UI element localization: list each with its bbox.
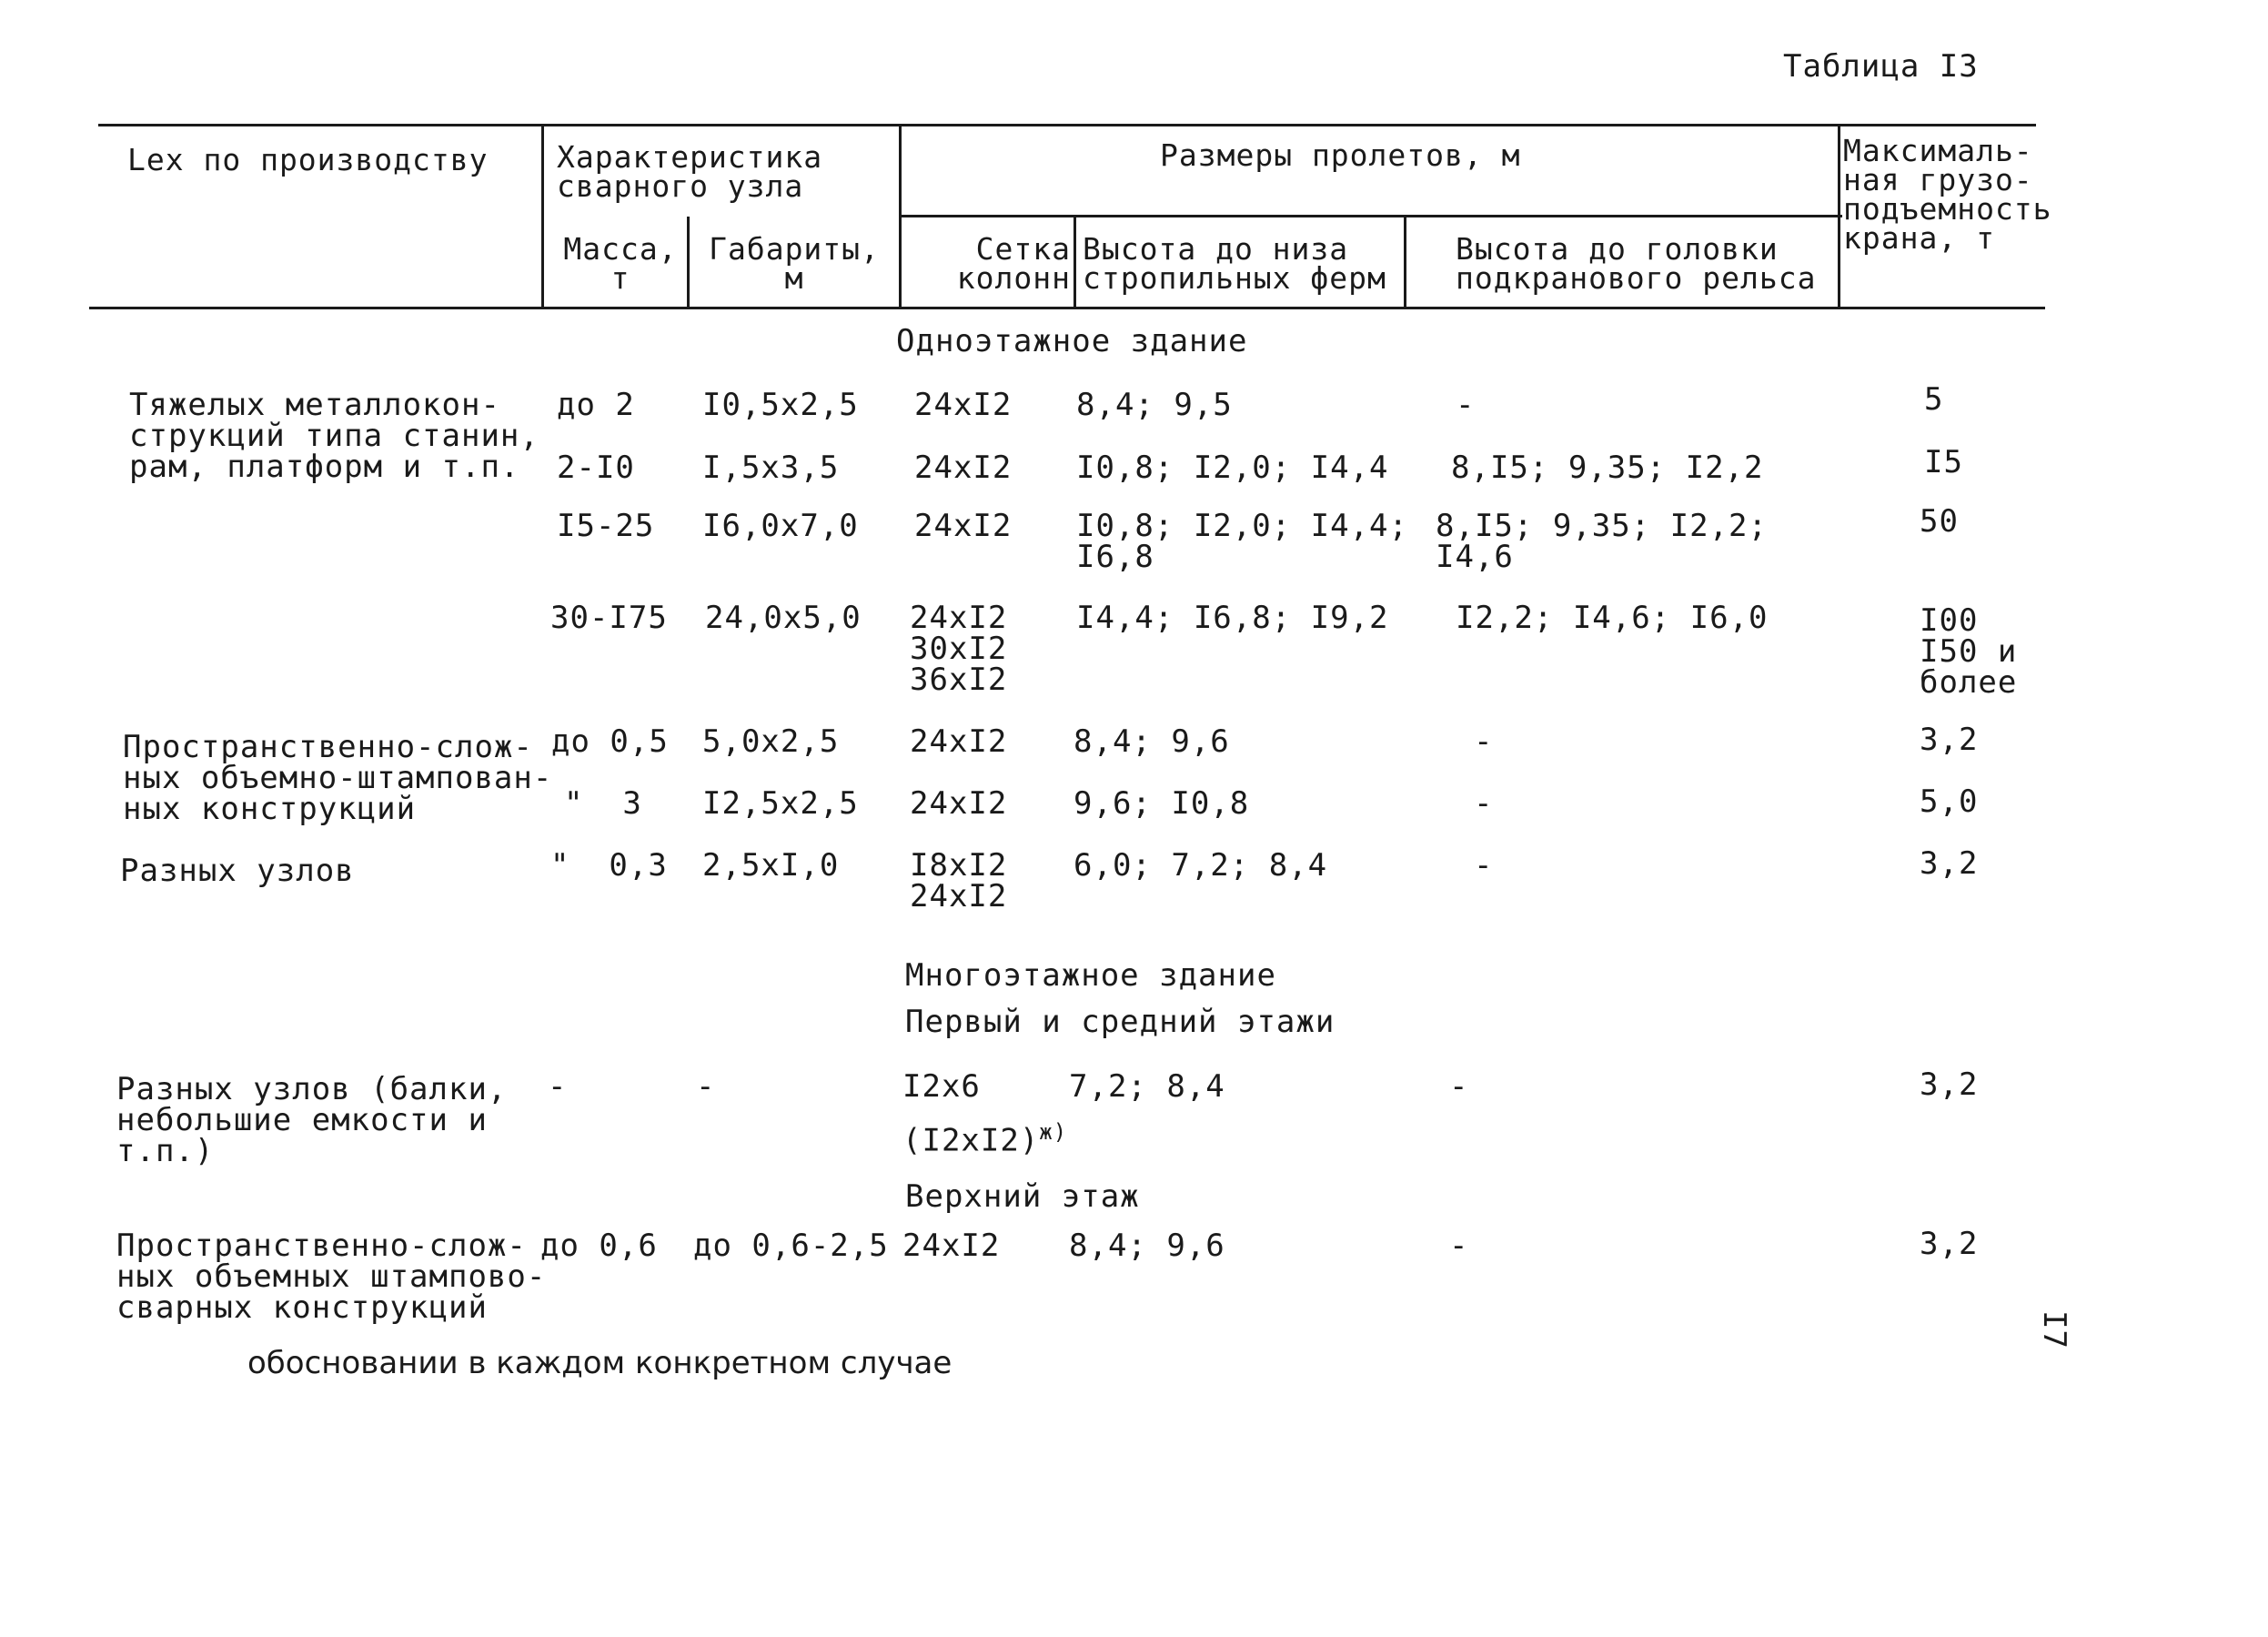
cell-mass: " 0,3 (550, 847, 668, 884)
header-truss-height: Высота до низа стропильных ферм (1083, 231, 1386, 296)
cell-truss: I0,8; I2,0; I4,4 (1076, 450, 1389, 486)
cell-mass: до 0,6 (540, 1228, 658, 1264)
cell-grid: I2x6 $(I2xI2)^{ж)}$ (902, 1068, 1068, 1159)
section-single-storey: Одноэтажное здание (896, 323, 1248, 359)
header-rail-height: Высота до головки подкранового рельса (1456, 231, 1817, 296)
cell-rail: - (1449, 1228, 1469, 1264)
cell-mass: 30-I75 (550, 600, 668, 636)
header-mass: Масса, т (563, 231, 678, 296)
cell-rail: 8,I5; 9,35; I2,2 (1451, 450, 1764, 486)
cell-grid: 24xI2 (914, 508, 1013, 544)
cell-rail: - (1474, 847, 1494, 884)
cell-rail: I2,2; I4,6; I6,0 (1456, 600, 1769, 636)
cell-rail: 8,I5; 9,35; I2,2; I4,6 (1436, 508, 1768, 575)
section-first-middle: Первый и средний этажи (905, 1004, 1336, 1040)
cell-rail: - (1449, 1068, 1469, 1105)
section-top-floor: Верхний этаж (905, 1178, 1140, 1215)
cell-dims: I2,5x2,5 (702, 785, 859, 822)
group-label-heavy: Тяжелых металлокон- струкций типа станин, рам, платформ и т.п. (129, 387, 539, 485)
group-label-various-beams: Разных узлов (балки, небольшие емкости и т.п.) (116, 1071, 508, 1169)
cell-dims: 24,0x5,0 (705, 600, 862, 636)
table-top-rule (98, 124, 2036, 126)
cell-crane: I5 (1924, 444, 1963, 480)
cell-truss: I0,8; I2,0; I4,4; I6,8 (1076, 508, 1408, 575)
header-shop: Lex по производству (127, 142, 489, 177)
cell-crane: 3,2 (1920, 722, 1979, 758)
cell-truss: 9,6; I0,8 (1074, 785, 1250, 822)
cell-truss: 8,4; 9,5 (1076, 387, 1233, 423)
header-grid: Сетка колонн (956, 231, 1071, 296)
cell-grid: 24xI2 (910, 785, 1008, 822)
cell-dims: I6,0x7,0 (702, 508, 859, 544)
cell-truss: 8,4; 9,6 (1069, 1228, 1225, 1264)
cell-mass: 2-I0 (557, 450, 635, 486)
cell-truss: 8,4; 9,6 (1074, 723, 1230, 760)
cell-grid: 24xI2 (902, 1228, 1001, 1264)
cell-rail: - (1456, 387, 1476, 423)
cell-dims: до 0,6-2,5 (693, 1228, 889, 1264)
cell-grid: 24xI2 (914, 450, 1013, 486)
header-inner-rule (901, 215, 1842, 217)
cell-grid: I8xI2 24xI2 (910, 847, 1008, 914)
cell-truss: I4,4; I6,8; I9,2 (1076, 600, 1389, 636)
cell-mass: до 0,5 (551, 723, 669, 760)
cell-crane: 3,2 (1920, 845, 1979, 882)
cell-rail: - (1474, 723, 1494, 760)
cell-dims: 2,5xI,0 (702, 847, 840, 884)
group-label-spatial: Пространственно-слож- ных объемно-штампован- ных конструкций (123, 729, 553, 827)
cell-crane: 3,2 (1920, 1226, 1979, 1262)
header-dims: Габариты, м (709, 231, 880, 296)
header-vline-4 (1074, 217, 1076, 309)
header-spans-group: Размеры пролетов, м (1160, 137, 1521, 173)
table-title: Таблица I3 (1783, 48, 1979, 85)
cell-mass: - (548, 1068, 568, 1105)
cell-crane: 50 (1920, 503, 1959, 540)
footnote-text: обосновании в каждом конкретном случае (247, 1345, 953, 1381)
cell-rail: - (1474, 785, 1494, 822)
page-number: I7 (2036, 1310, 2072, 1349)
header-vline-3 (899, 126, 902, 309)
cell-mass: " 3 (564, 785, 642, 822)
cell-dims: I0,5x2,5 (702, 387, 859, 423)
cell-crane: 5,0 (1920, 783, 1979, 820)
cell-crane: I00 I50 и более (1920, 602, 2018, 701)
header-crane: Максималь- ная грузо- подъемность крана, т (1843, 133, 2052, 256)
header-vline-6 (1838, 126, 1840, 309)
cell-grid: 24xI2 (910, 723, 1008, 760)
header-vline-5 (1404, 217, 1406, 309)
section-multi-storey: Многоэтажное здание (905, 957, 1276, 994)
cell-dims: I,5x3,5 (702, 450, 840, 486)
cell-dims: - (696, 1068, 716, 1105)
cell-truss: 6,0; 7,2; 8,4 (1074, 847, 1328, 884)
header-vline-2 (687, 217, 690, 309)
cell-crane: 5 (1924, 381, 1944, 418)
cell-grid: 24xI2 (914, 387, 1013, 423)
group-label-various: Разных узлов (120, 853, 355, 889)
header-bottom-rule (89, 307, 2045, 309)
cell-truss: 7,2; 8,4 (1069, 1068, 1225, 1105)
header-weld-group: Характеристика сварного узла (557, 139, 823, 204)
cell-crane: 3,2 (1920, 1066, 1979, 1103)
cell-dims: 5,0x2,5 (702, 723, 840, 760)
header-vline-1 (541, 126, 544, 309)
cell-mass: до 2 (557, 387, 635, 423)
group-label-spatial-welded: Пространственно-слож- ных объемных штампово- сварных конструкций (116, 1228, 547, 1326)
cell-grid: 24xI2 30xI2 36xI2 (910, 600, 1008, 698)
cell-mass: I5-25 (557, 508, 655, 544)
